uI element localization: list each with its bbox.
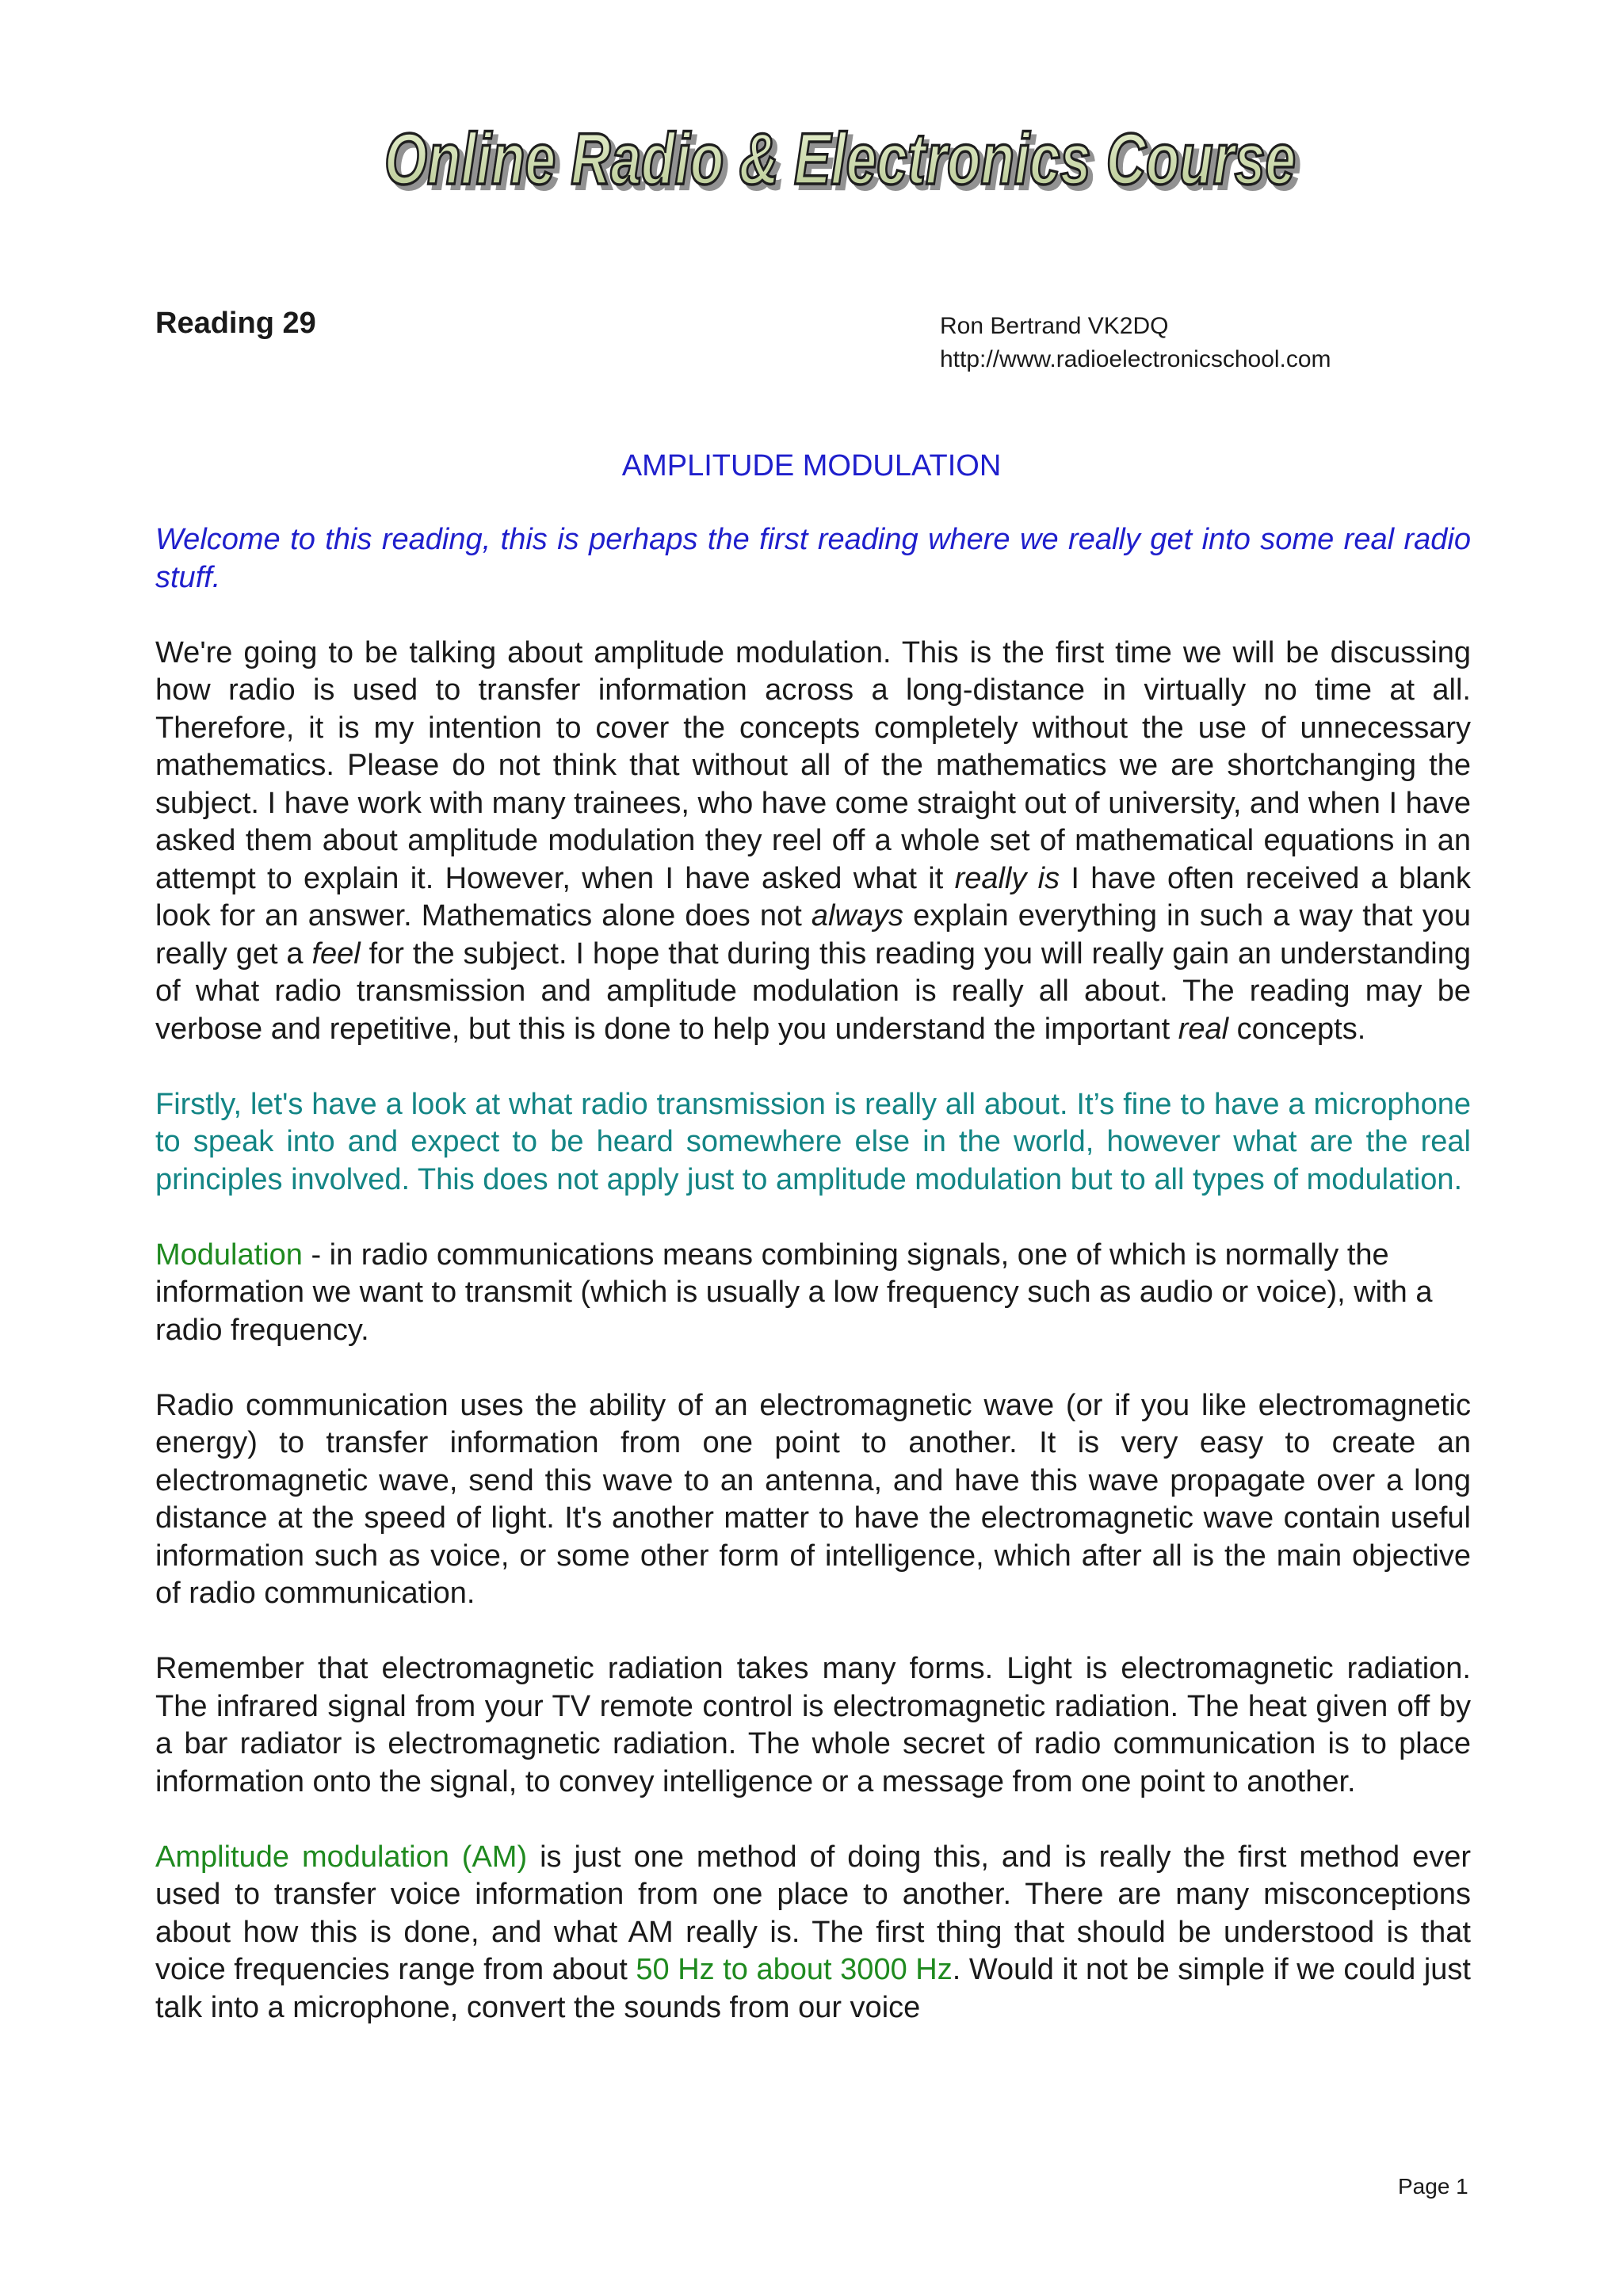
intro-paragraph: Welcome to this reading, this is perhaps the first reading where we really get into some real radio stuff. bbox=[155, 523, 1471, 594]
author-name: Ron Bertrand VK2DQ bbox=[940, 313, 1169, 339]
reading-body bbox=[155, 521, 1471, 2027]
emphasis-really-is: really is bbox=[954, 861, 1060, 895]
voice-frequency-range: 50 Hz to about 3000 Hz bbox=[636, 1953, 953, 1986]
text-run: We're going to be talking about amplitude modulation. This is the first time we will be discussing how radio is used to transfer information across a long-distance in virtually no time at all. Therefore, it is my intention to cover the concepts completely without the use of unnecessary mathematics. Please do not think that without all of the mathematics we are shortchanging the subject. I have work with many trainees, who have come straight out of university, and when I have asked them about amplitude modulation they reel off a whole set of mathematical equations in an attempt to explain it. However, when I have asked what it bbox=[155, 635, 1471, 895]
text-run: concepts. bbox=[1228, 1012, 1366, 1046]
paragraph-amplitude-modulation-overview bbox=[155, 635, 1471, 1049]
paragraph-electromagnetic-radiation: Remember that electromagnetic radiation takes many forms. Light is electromagnetic radiation. The infrared signal from your TV remote control is electromagnetic radiation. The heat given off by a bar radiator is electromagnetic radiation. The whole secret of radio communication is to place information onto the signal, to convey intelligence or a message from one point to another. bbox=[155, 1652, 1471, 1798]
logo-text: Online Radio & Electronics Course bbox=[384, 119, 1296, 200]
emphasis-always: always bbox=[811, 899, 904, 933]
emphasis-real: real bbox=[1178, 1012, 1229, 1046]
text-run: . Would it not be simple if we could just talk into a microphone, convert the sounds from our voice bbox=[155, 1953, 1471, 2024]
paragraph-radio-transmission: Firstly, let's have a look at what radio transmission is really all about. It’s fine to have a microphone to speak into and expect to be heard somewhere else in the world, however what are the real principles involved. This does not apply just to amplitude modulation but to all types of modulation. bbox=[155, 1087, 1471, 1196]
term-amplitude-modulation: Amplitude modulation (AM) bbox=[155, 1840, 528, 1874]
page-number: Page 1 bbox=[1398, 2174, 1468, 2199]
text-run: for the subject. I hope that during this reading you will really gain an understanding of what radio transmission and amplitude modulation is really all about. The reading may be verbose and repetitive, but this is done to help you understand the important bbox=[155, 936, 1471, 1046]
section-title: AMPLITUDE MODULATION bbox=[621, 449, 1002, 482]
author-block bbox=[940, 310, 1331, 376]
reading-title: Reading 29 bbox=[155, 307, 316, 340]
emphasis-feel: feel bbox=[311, 936, 361, 971]
paragraph-radio-communication: Radio communication uses the ability of an electromagnetic wave (or if you like electromagnetic energy) to transfer information from one point to another. It is very easy to create an electromagnetic wave, send this wave to an antenna, and have this wave propagate over a long distance at the speed of light. It's another matter to have the electromagnetic wave contain useful information such as voice, or some other form of intelligence, which after all is the main objective of radio communication. bbox=[155, 1388, 1471, 1610]
text-run: is just one method of doing this, and is really the first method ever used to transfer voice information from one place to another. There are many misconceptions about how this is done, and what AM really is. The first thing that should be understood is that voice frequencies range from about bbox=[155, 1840, 1471, 1986]
paragraph-modulation-definition bbox=[155, 1237, 1471, 1350]
paragraph-am-definition bbox=[155, 1839, 1471, 2027]
logo-shadow: Online Radio & Electronics Course bbox=[389, 124, 1300, 204]
text-run: explain everything in such a way that you really get a bbox=[155, 899, 1471, 971]
text-run: I have often received a blank look for an answer. Mathematics alone does not bbox=[155, 861, 1472, 933]
term-modulation: Modulation bbox=[155, 1238, 303, 1272]
course-logo bbox=[365, 119, 1316, 206]
website-link[interactable]: http://www.radioelectronicschool.com bbox=[940, 346, 1331, 372]
text-run: - in radio communications means combining signals, one of which is normally the information we want to transmit (which is usually a low frequency such as audio or voice), with a radio frequency. bbox=[155, 1238, 1433, 1347]
